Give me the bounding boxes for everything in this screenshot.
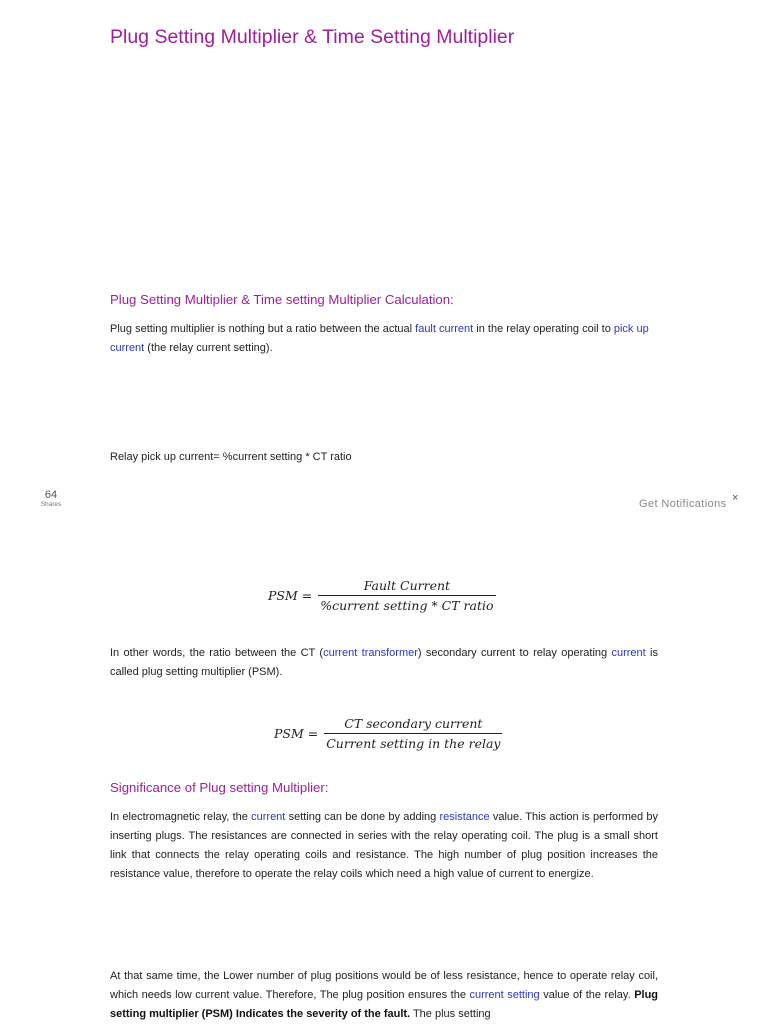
paragraph-ct-ratio [110, 644, 658, 682]
bold-statement: Plug setting multiplier (PSM) Indicates the severity of the fault. [110, 989, 659, 1020]
close-icon[interactable]: × [732, 492, 739, 504]
text-span: At that same time, the Lower number of plug positions would be of less resistance, hence to operate relay coil, which needs low current value. Therefore, The plug position ensures the [110, 970, 658, 1001]
share-label: Shares [40, 501, 62, 508]
link-resistance[interactable]: resistance [439, 811, 490, 823]
link-current-transformer[interactable]: current transformer [323, 647, 418, 659]
formula-psm-ct-secondary [274, 716, 502, 751]
formula-lhs: PSM = [274, 726, 319, 741]
page-title: Plug Setting Multiplier & Time Setting Multiplier [110, 26, 515, 48]
link-current-setting[interactable]: current setting [469, 989, 540, 1001]
formula-denominator: %current setting * CT ratio [320, 598, 494, 613]
text-span: Plug setting multiplier is nothing but a ratio between the actual [110, 323, 416, 335]
text-span: ) secondary current to relay operating [417, 647, 612, 659]
link-fault-current[interactable]: fault current [415, 323, 474, 335]
text-span: In other words, the ratio between the CT ( [110, 647, 324, 659]
share-count: 64 [44, 489, 58, 501]
get-notifications-button[interactable]: Get Notifications [639, 498, 727, 510]
paragraph-plug-position [110, 967, 658, 1024]
text-span: (the relay current setting). [144, 342, 273, 354]
section-heading-significance: Significance of Plug setting Multiplier: [110, 780, 329, 795]
formula-fraction [324, 716, 502, 751]
text-span: In electromagnetic relay, the [110, 811, 252, 823]
formula-psm-fault-current [268, 578, 496, 613]
text-span: in the relay operating coil to [473, 323, 614, 335]
text-span: setting can be done by adding [285, 811, 440, 823]
text-span: The plus setting [410, 1008, 491, 1020]
text-span: is called plug setting multiplier (PSM). [110, 647, 659, 678]
section-heading-calculation: Plug Setting Multiplier & Time setting Multiplier Calculation: [110, 292, 454, 307]
formula-lhs: PSM = [268, 588, 313, 603]
paragraph-electromagnetic-relay [110, 808, 658, 884]
link-pick-up-current[interactable]: pick up current [110, 323, 649, 354]
link-current[interactable]: current [611, 647, 646, 659]
formula-numerator: Fault Current [363, 578, 451, 593]
paragraph-psm-definition [110, 320, 658, 358]
text-span: value of the relay. [539, 989, 635, 1001]
formula-fraction [318, 578, 495, 613]
share-widget[interactable] [30, 489, 72, 509]
paragraph-pickup-current: Relay pick up current= %current setting * CT ratio [110, 451, 352, 463]
formula-denominator: Current setting in the relay [326, 736, 501, 751]
text-span: value. This action is performed by inserting plugs. The resistances are connected in series with the relay operating coil. The plug is a small short link that connects the relay operating coils and resistance. The high number of plug position increases the resistance value, therefore to operate the relay coils which need a high value of current to energize. [110, 811, 659, 880]
formula-numerator: CT secondary current [344, 716, 483, 731]
link-current-2[interactable]: current [251, 811, 286, 823]
